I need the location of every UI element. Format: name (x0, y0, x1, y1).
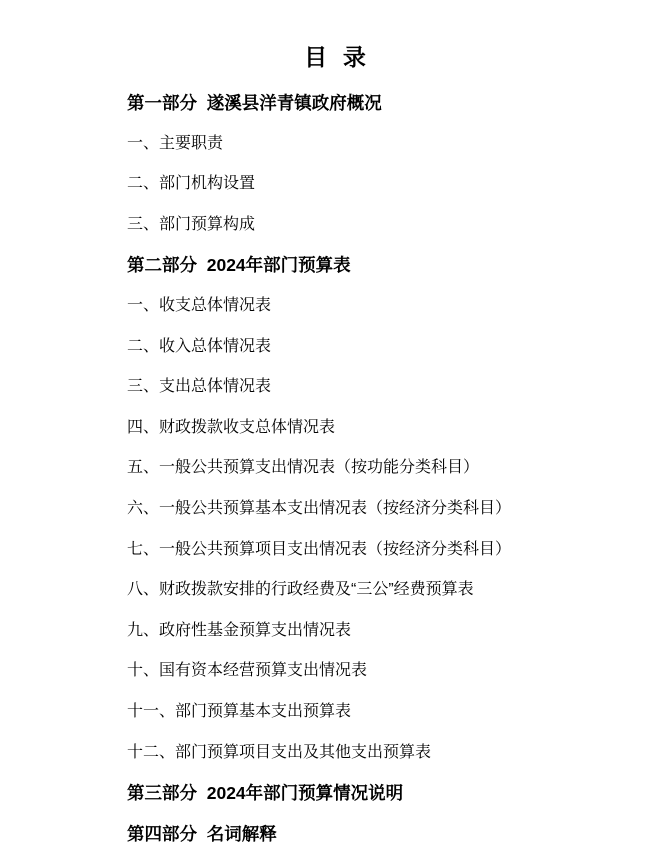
toc-item: 二、收入总体情况表 (127, 337, 272, 355)
toc-section-heading: 第四部分 名词解释 (127, 823, 277, 844)
page-title: 目 录 (304, 44, 367, 70)
toc-item: 七、一般公共预算项目支出情况表（按经济分类科目） (127, 540, 512, 558)
toc-list (0, 83, 671, 854)
toc-item: 十、国有资本经营预算支出情况表 (127, 662, 368, 680)
toc-item: 九、政府性基金预算支出情况表 (127, 621, 352, 639)
toc-item: 一、主要职责 (127, 134, 224, 152)
toc-item: 四、财政拨款收支总体情况表 (127, 418, 336, 436)
toc-item: 一、收支总体情况表 (127, 296, 272, 314)
toc-section-heading: 第三部分 2024年部门预算情况说明 (127, 783, 404, 804)
toc-item: 十二、部门预算项目支出及其他支出预算表 (127, 743, 432, 761)
toc-item: 三、部门预算构成 (127, 215, 256, 233)
toc-item: 三、支出总体情况表 (127, 378, 272, 396)
toc-item: 二、部门机构设置 (127, 175, 256, 193)
toc-item: 五、一般公共预算支出情况表（按功能分类科目） (127, 459, 480, 477)
toc-item: 十一、部门预算基本支出预算表 (127, 702, 352, 720)
toc-section-heading: 第一部分 遂溪县洋青镇政府概况 (127, 93, 382, 113)
toc-item: 六、一般公共预算基本支出情况表（按经济分类科目） (127, 499, 512, 517)
toc-item: 八、财政拨款安排的行政经费及“三公”经费预算表 (127, 581, 474, 599)
toc-section-heading: 第二部分 2024年部门预算表 (127, 255, 351, 276)
